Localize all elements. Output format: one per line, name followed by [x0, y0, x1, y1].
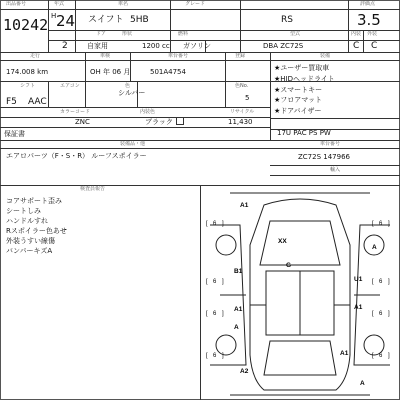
- label-year: 年式: [54, 1, 65, 7]
- registration: 5: [245, 94, 250, 102]
- features-footer: 17U PAC PS PW: [277, 129, 331, 137]
- options-text: エアロパーツ（F・S・R） ルーフスポイラー: [6, 152, 147, 160]
- note-line: コアサポート歪み: [6, 197, 62, 205]
- damage-code: A: [372, 244, 377, 251]
- interior-score: C: [353, 41, 360, 51]
- svg-text:[: [: [206, 311, 208, 317]
- label-ext-score: 外装: [367, 31, 378, 37]
- note-line: ハンドルすれ: [6, 217, 48, 225]
- label-fuel: 燃料: [178, 31, 189, 37]
- model-code: DBA ZC72S: [263, 42, 304, 50]
- notes-list: [6, 196, 67, 256]
- label-inspection: 車検: [100, 53, 111, 59]
- body-color: シルバー: [118, 89, 146, 97]
- model-year: 24: [56, 12, 76, 30]
- label-recycle: リサイクル: [230, 109, 255, 115]
- damage-code: A: [360, 380, 365, 387]
- svg-text:]: ]: [388, 353, 390, 359]
- svg-text:]: ]: [388, 311, 390, 317]
- label-reg: 登録: [235, 53, 246, 59]
- usage: 自家用: [87, 42, 108, 50]
- feature-item: ★ドアバイザー: [274, 107, 322, 116]
- air-conditioning: AAC: [28, 97, 47, 107]
- note-line: バンパーキズA: [6, 247, 53, 255]
- svg-text:[: [: [206, 221, 208, 227]
- interior-color: ブラック: [145, 118, 173, 126]
- label-transmission: シフト: [20, 83, 36, 89]
- fuel: ガソリン: [183, 42, 211, 50]
- exterior-score: C: [371, 41, 378, 51]
- label-chassis-plate: 車台番号: [168, 53, 189, 59]
- label-chassis: 車台番号: [320, 141, 341, 147]
- label-options: 装備品・他: [120, 141, 146, 147]
- damage-code: A: [234, 324, 239, 331]
- label-color: 色: [125, 83, 131, 89]
- svg-text:]: ]: [222, 311, 224, 317]
- recycle-fee: 11,430: [228, 118, 253, 126]
- label-int-score: 内装: [351, 31, 362, 37]
- note-line: シートしみ: [6, 207, 41, 215]
- era-mark: H: [51, 12, 57, 20]
- warranty: 保証書: [4, 130, 25, 138]
- label-shape: 形状: [122, 31, 133, 37]
- damage-code: A1: [234, 306, 243, 313]
- label-color-no: 色No.: [235, 83, 249, 89]
- auction-score: 3.5: [357, 11, 381, 29]
- feature-item: ★HIDヘッドライト: [274, 74, 335, 83]
- damage-code: B1: [234, 268, 243, 275]
- label-car-name: 車名: [118, 1, 129, 7]
- note-line: Rスポイラー色あせ: [6, 227, 67, 235]
- damage-code: A1: [354, 304, 363, 311]
- label-notes: 検査員報告: [80, 186, 106, 192]
- legend-bracket: 6: [213, 279, 217, 285]
- features-list: [274, 63, 335, 117]
- note-line: 外装うすい線傷: [6, 237, 55, 245]
- label-grade: グレード: [185, 1, 206, 7]
- car-damage-diagram: [200, 185, 400, 400]
- feature-item: ★スマートキー: [274, 85, 323, 94]
- color-code: ZNC: [75, 118, 90, 126]
- feature-item: ★ユーザー買取車: [274, 64, 330, 72]
- inspection-date: OH 年 06 月: [90, 68, 131, 76]
- damage-code: XX: [278, 238, 287, 245]
- displacement: 1200 cc: [142, 42, 170, 50]
- damage-code: G: [286, 262, 292, 269]
- svg-text:]: ]: [222, 353, 224, 359]
- interior-color-checkbox: [176, 117, 184, 125]
- damage-code: A1: [240, 202, 249, 209]
- chassis-plate: 501A4754: [150, 68, 186, 76]
- legend-bracket: 6: [213, 353, 217, 359]
- car-name: スイフト: [88, 15, 124, 25]
- seating: 2: [62, 41, 68, 51]
- grade: RS: [281, 15, 293, 25]
- svg-text:]: ]: [388, 279, 390, 285]
- chassis-number: ZC72S 147966: [298, 153, 350, 161]
- label-auction-no: 出品番号: [6, 1, 27, 7]
- legend-bracket: 6: [379, 311, 383, 317]
- label-model: 型式: [290, 31, 301, 37]
- legend-bracket: 6: [213, 311, 217, 317]
- auction-number: 10242: [3, 16, 49, 34]
- label-score: 評価点: [360, 1, 376, 7]
- damage-code: A1: [340, 350, 349, 357]
- svg-text:]: ]: [222, 221, 224, 227]
- feature-item: ★フロアマット: [274, 96, 322, 105]
- legend-bracket: 6: [379, 353, 383, 359]
- label-ac: エアコン: [60, 83, 80, 89]
- svg-text:[: [: [372, 353, 374, 359]
- legend-bracket: 6: [213, 221, 217, 227]
- damage-code: U1: [354, 276, 363, 283]
- legend-bracket: 6: [379, 279, 383, 285]
- label-features: 装備: [320, 53, 331, 59]
- label-import: 輸入: [330, 167, 341, 173]
- svg-text:[: [: [206, 353, 208, 359]
- svg-text:[: [: [206, 279, 208, 285]
- legend-bracket: 6: [379, 221, 383, 227]
- mileage: 174.008 km: [6, 68, 49, 76]
- label-mileage: 走行: [30, 53, 41, 59]
- body-type: 5HB: [130, 15, 149, 25]
- svg-text:[: [: [372, 279, 374, 285]
- label-color-code: カラーコード: [60, 109, 91, 115]
- damage-code: A2: [240, 368, 249, 375]
- svg-text:]: ]: [222, 279, 224, 285]
- label-int-color: 内装色: [140, 109, 156, 115]
- svg-text:[: [: [372, 221, 374, 227]
- label-doors: ドア: [96, 31, 106, 37]
- svg-text:]: ]: [388, 221, 390, 227]
- svg-text:[: [: [372, 311, 374, 317]
- transmission: F5: [6, 97, 17, 107]
